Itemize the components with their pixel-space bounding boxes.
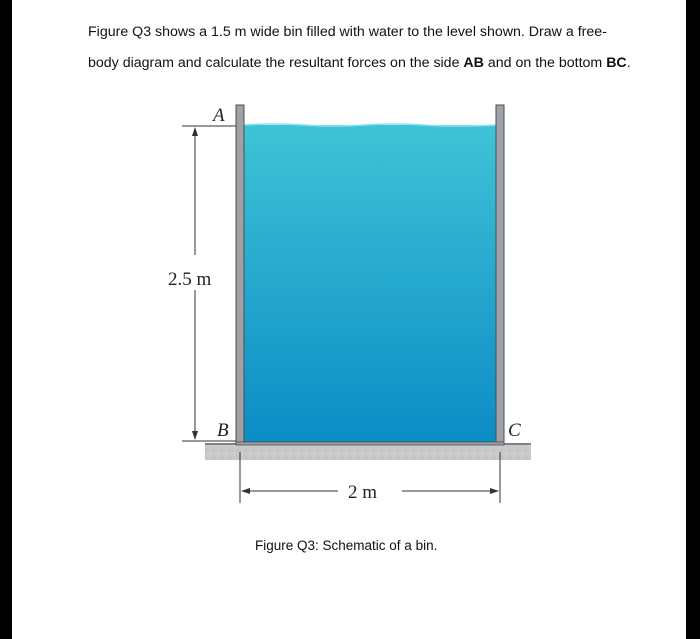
wall-right bbox=[496, 105, 504, 443]
ground-hatch bbox=[205, 443, 531, 460]
wall-left-ab bbox=[236, 105, 244, 443]
point-b-label: B bbox=[217, 420, 229, 441]
question-text-2a: body diagram and calculate the resultant forces on the side bbox=[88, 55, 464, 71]
width-arrow-right bbox=[490, 488, 499, 494]
height-arrow-top bbox=[192, 127, 198, 136]
bottom-bc-term: BC bbox=[606, 55, 627, 71]
height-dimension-label: 2.5 m bbox=[168, 269, 212, 290]
width-dimension-label: 2 m bbox=[348, 482, 378, 503]
figure-caption: Figure Q3: Schematic of a bin. bbox=[255, 538, 438, 553]
bin-bottom-bc bbox=[236, 442, 504, 445]
document-page bbox=[12, 0, 686, 639]
question-text-1: Figure Q3 shows a 1.5 m wide bin filled with water to the level shown. Draw a free- bbox=[88, 24, 607, 40]
question-text-2b: and on the bottom bbox=[483, 55, 607, 71]
width-arrow-left bbox=[241, 488, 250, 494]
point-a-label: A bbox=[213, 105, 225, 126]
point-c-label: C bbox=[508, 420, 521, 441]
height-arrow-bottom bbox=[192, 431, 198, 440]
question-text-2c: . bbox=[626, 55, 631, 71]
side-ab-term: AB bbox=[463, 55, 484, 71]
water-body bbox=[244, 125, 496, 442]
